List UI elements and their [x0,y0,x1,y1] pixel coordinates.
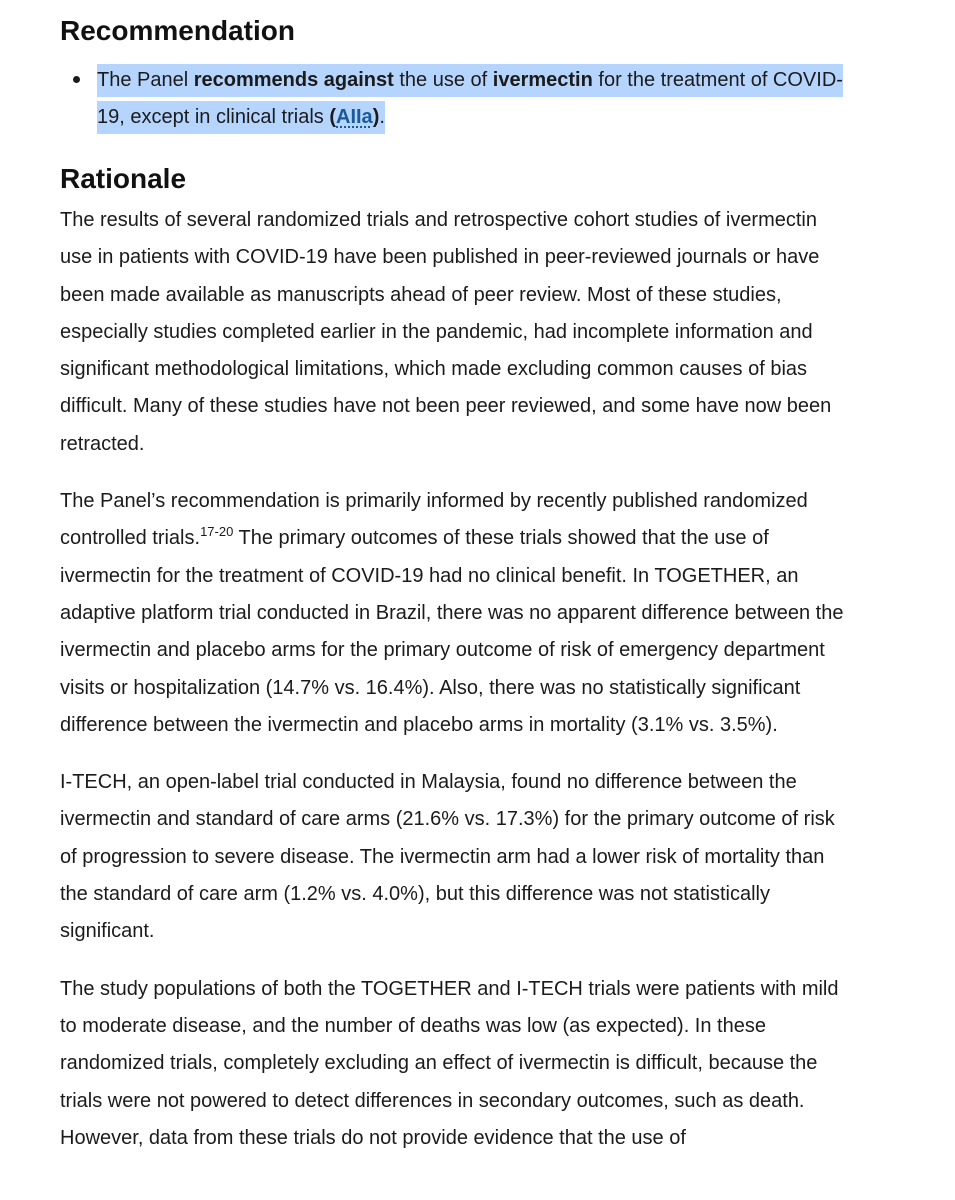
rationale-paragraph-4: The study populations of both the TOGETHER and I-TECH trials were patients with mild to moderate disease, and the number of deaths was low (as expected). In these randomized trials, completely excluding an effect of ivermectin is difficult, because the trials were not powered to detect differences in secondary outcomes, such as death. However, data from these trials do not provide evidence that the use of [60,977,839,1149]
rec-bold-recommends-against: recommends against [193,69,394,91]
reference-superscript[interactable]: 17-20 [200,524,234,540]
recommendation-item[interactable] [60,62,850,136]
recommendation-heading: Recommendation [60,15,295,46]
rationale-paragraph-2 [60,483,850,744]
rationale-paragraph-1: The results of several randomized trials and retrospective cohort studies of ivermectin use in patients with COVID-19 have been published in peer-reviewed journals or have been made available as manuscripts ahead of peer review. Most of these studies, especially studies completed earlier in the pandemic, had incomplete information and significant methodological limitations, which made excluding common causes of bias difficult. Many of these studies have not been peer reviewed, and some have now been retracted. [60,209,832,455]
recommendation-list [60,62,850,136]
rating-close-paren: ) [372,106,380,128]
rec-end: . [379,106,385,128]
rationale-heading: Rationale [60,163,187,194]
document-content [60,10,850,1157]
rating-link-aiia[interactable]: AIIa [336,106,373,128]
rec-text-2: the use of [393,69,493,91]
rating-open-paren: ( [329,106,336,128]
rec-text-1: The Panel [97,69,194,91]
rationale-paragraph-3: I-TECH, an open-label trial conducted in Malaysia, found no difference between the ivermectin and standard of care arms (21.6% vs. 17.3%) for the primary outcome of risk of progression to severe disease. The ivermectin arm had a lower risk of mortality than the standard of care arm (1.2% vs. 4.0%), but this difference was not statistically significant. [60,771,835,943]
p2-text-after: The primary outcomes of these trials showed that the use of ivermectin for the treatment of COVID-19 had no clinical benefit. In TOGETHER, an adaptive platform trial conducted in Brazil, there was no apparent difference between the ivermectin and placebo arms for the primary outcome of risk of emergency department visits or hospitalization (14.7% vs. 16.4%). Also, there was no statistically significant difference between the ivermectin and placebo arms in mortality (3.1% vs. 3.5%). [60,527,844,736]
rec-bold-ivermectin: ivermectin [492,69,593,91]
rec-text-3: for the treatment of COVID-19, except in clinical trials [97,69,843,128]
p2-text-before: The Panel’s recommendation is primarily informed by recently published randomized controlled trials. [60,490,808,550]
bullet-icon [73,76,80,83]
selection-highlight[interactable] [97,64,843,134]
